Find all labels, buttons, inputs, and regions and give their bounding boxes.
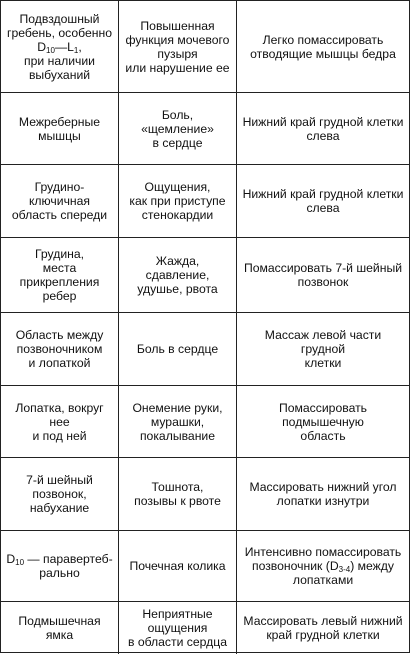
cell-text: Грудина, места прикрепления ребер xyxy=(19,247,100,303)
cell-text: Почечная колика xyxy=(129,559,226,573)
table-cell-action xyxy=(237,458,409,531)
table-cell-symptom xyxy=(119,238,237,313)
table-cell-symptom xyxy=(119,531,237,602)
cell-text: Помассировать 7-й шейный позвонок xyxy=(243,261,403,289)
table-cell-zone xyxy=(1,1,119,93)
table-cell-zone xyxy=(1,238,119,313)
cell-text: Грудино-ключичная область спереди xyxy=(11,180,108,222)
cell-text: Боль в сердце xyxy=(136,342,219,356)
table-cell-action xyxy=(237,1,409,93)
table-cell-action xyxy=(237,602,409,654)
cell-text: Жажда, сдавление, удушье, рвота xyxy=(137,254,218,296)
table-cell-action xyxy=(237,238,409,313)
table-cell-symptom xyxy=(119,1,237,93)
cell-text: Неприятные ощущения в области сердца xyxy=(127,607,228,649)
cell-text: Нижний край грудной клетки слева xyxy=(242,187,404,215)
cell-text: Массировать левый нижний край грудной клетки xyxy=(243,614,403,642)
table-cell-symptom xyxy=(119,165,237,238)
table-cell-zone xyxy=(1,602,119,654)
cell-text: Подмышечная ямка xyxy=(18,614,101,642)
cell-text: Онемение руки, мурашки, покалывание xyxy=(132,400,223,443)
table-cell-action xyxy=(237,531,409,602)
cell-text: 7-й шейный позвонок, набухание xyxy=(26,473,93,515)
cell-text: Нижний край грудной клетки слева xyxy=(242,114,404,143)
table-cell-zone xyxy=(1,313,119,386)
subscript: 10 xyxy=(46,45,55,55)
table-cell-zone xyxy=(1,165,119,238)
cell-text: Повышенная функция мочевого пузыря или нарушение ее xyxy=(125,18,230,75)
subscript: 1 xyxy=(73,45,79,55)
cell-text: Помассировать подмышечную область xyxy=(278,400,368,443)
table-cell-symptom xyxy=(119,386,237,458)
table-cell-action xyxy=(237,313,409,386)
table-cell-zone xyxy=(1,386,119,458)
cell-text: Область между позвоночником и лопаткой xyxy=(15,328,104,370)
cell-text: Легко помассировать отводящие мышцы бедра xyxy=(250,32,396,61)
cell-text: $D_{10}$ — паравертеб- рально xyxy=(6,552,113,580)
table-cell-zone xyxy=(1,531,119,602)
cell-text: Массаж левой части грудной клетки xyxy=(264,328,382,370)
cell-text: Межреберные мышцы xyxy=(18,114,101,143)
cell-text: Лопатка, вокруг нее и под ней xyxy=(15,400,104,443)
cell-text: Тошнота, позывы к рвоте xyxy=(134,480,221,508)
table-cell-action xyxy=(237,386,409,458)
cell-text: Интенсивно помассировать позвоночник $(D_{3-4})$ между лопатками xyxy=(244,545,402,587)
cell-text: Подвздошный гребень, особенно $D_{10}—L_1$, при наличии выбуханий xyxy=(7,11,112,82)
table-cell-symptom xyxy=(119,93,237,165)
cell-text: Ощущения, как при приступе стенокардии xyxy=(129,180,226,222)
table-cell-symptom xyxy=(119,458,237,531)
subscript: 3-4 xyxy=(338,565,351,574)
table-cell-symptom xyxy=(119,602,237,654)
table-cell-action xyxy=(237,165,409,238)
cell-text: Боль, «щемление» в сердце xyxy=(141,107,214,150)
table-cell-zone xyxy=(1,93,119,165)
table-cell-zone xyxy=(1,458,119,531)
cell-text: Массировать нижний угол лопатки изнутри xyxy=(249,480,397,508)
table-cell-action xyxy=(237,93,409,165)
subscript: 10 xyxy=(15,558,25,567)
table-cell-symptom xyxy=(119,313,237,386)
